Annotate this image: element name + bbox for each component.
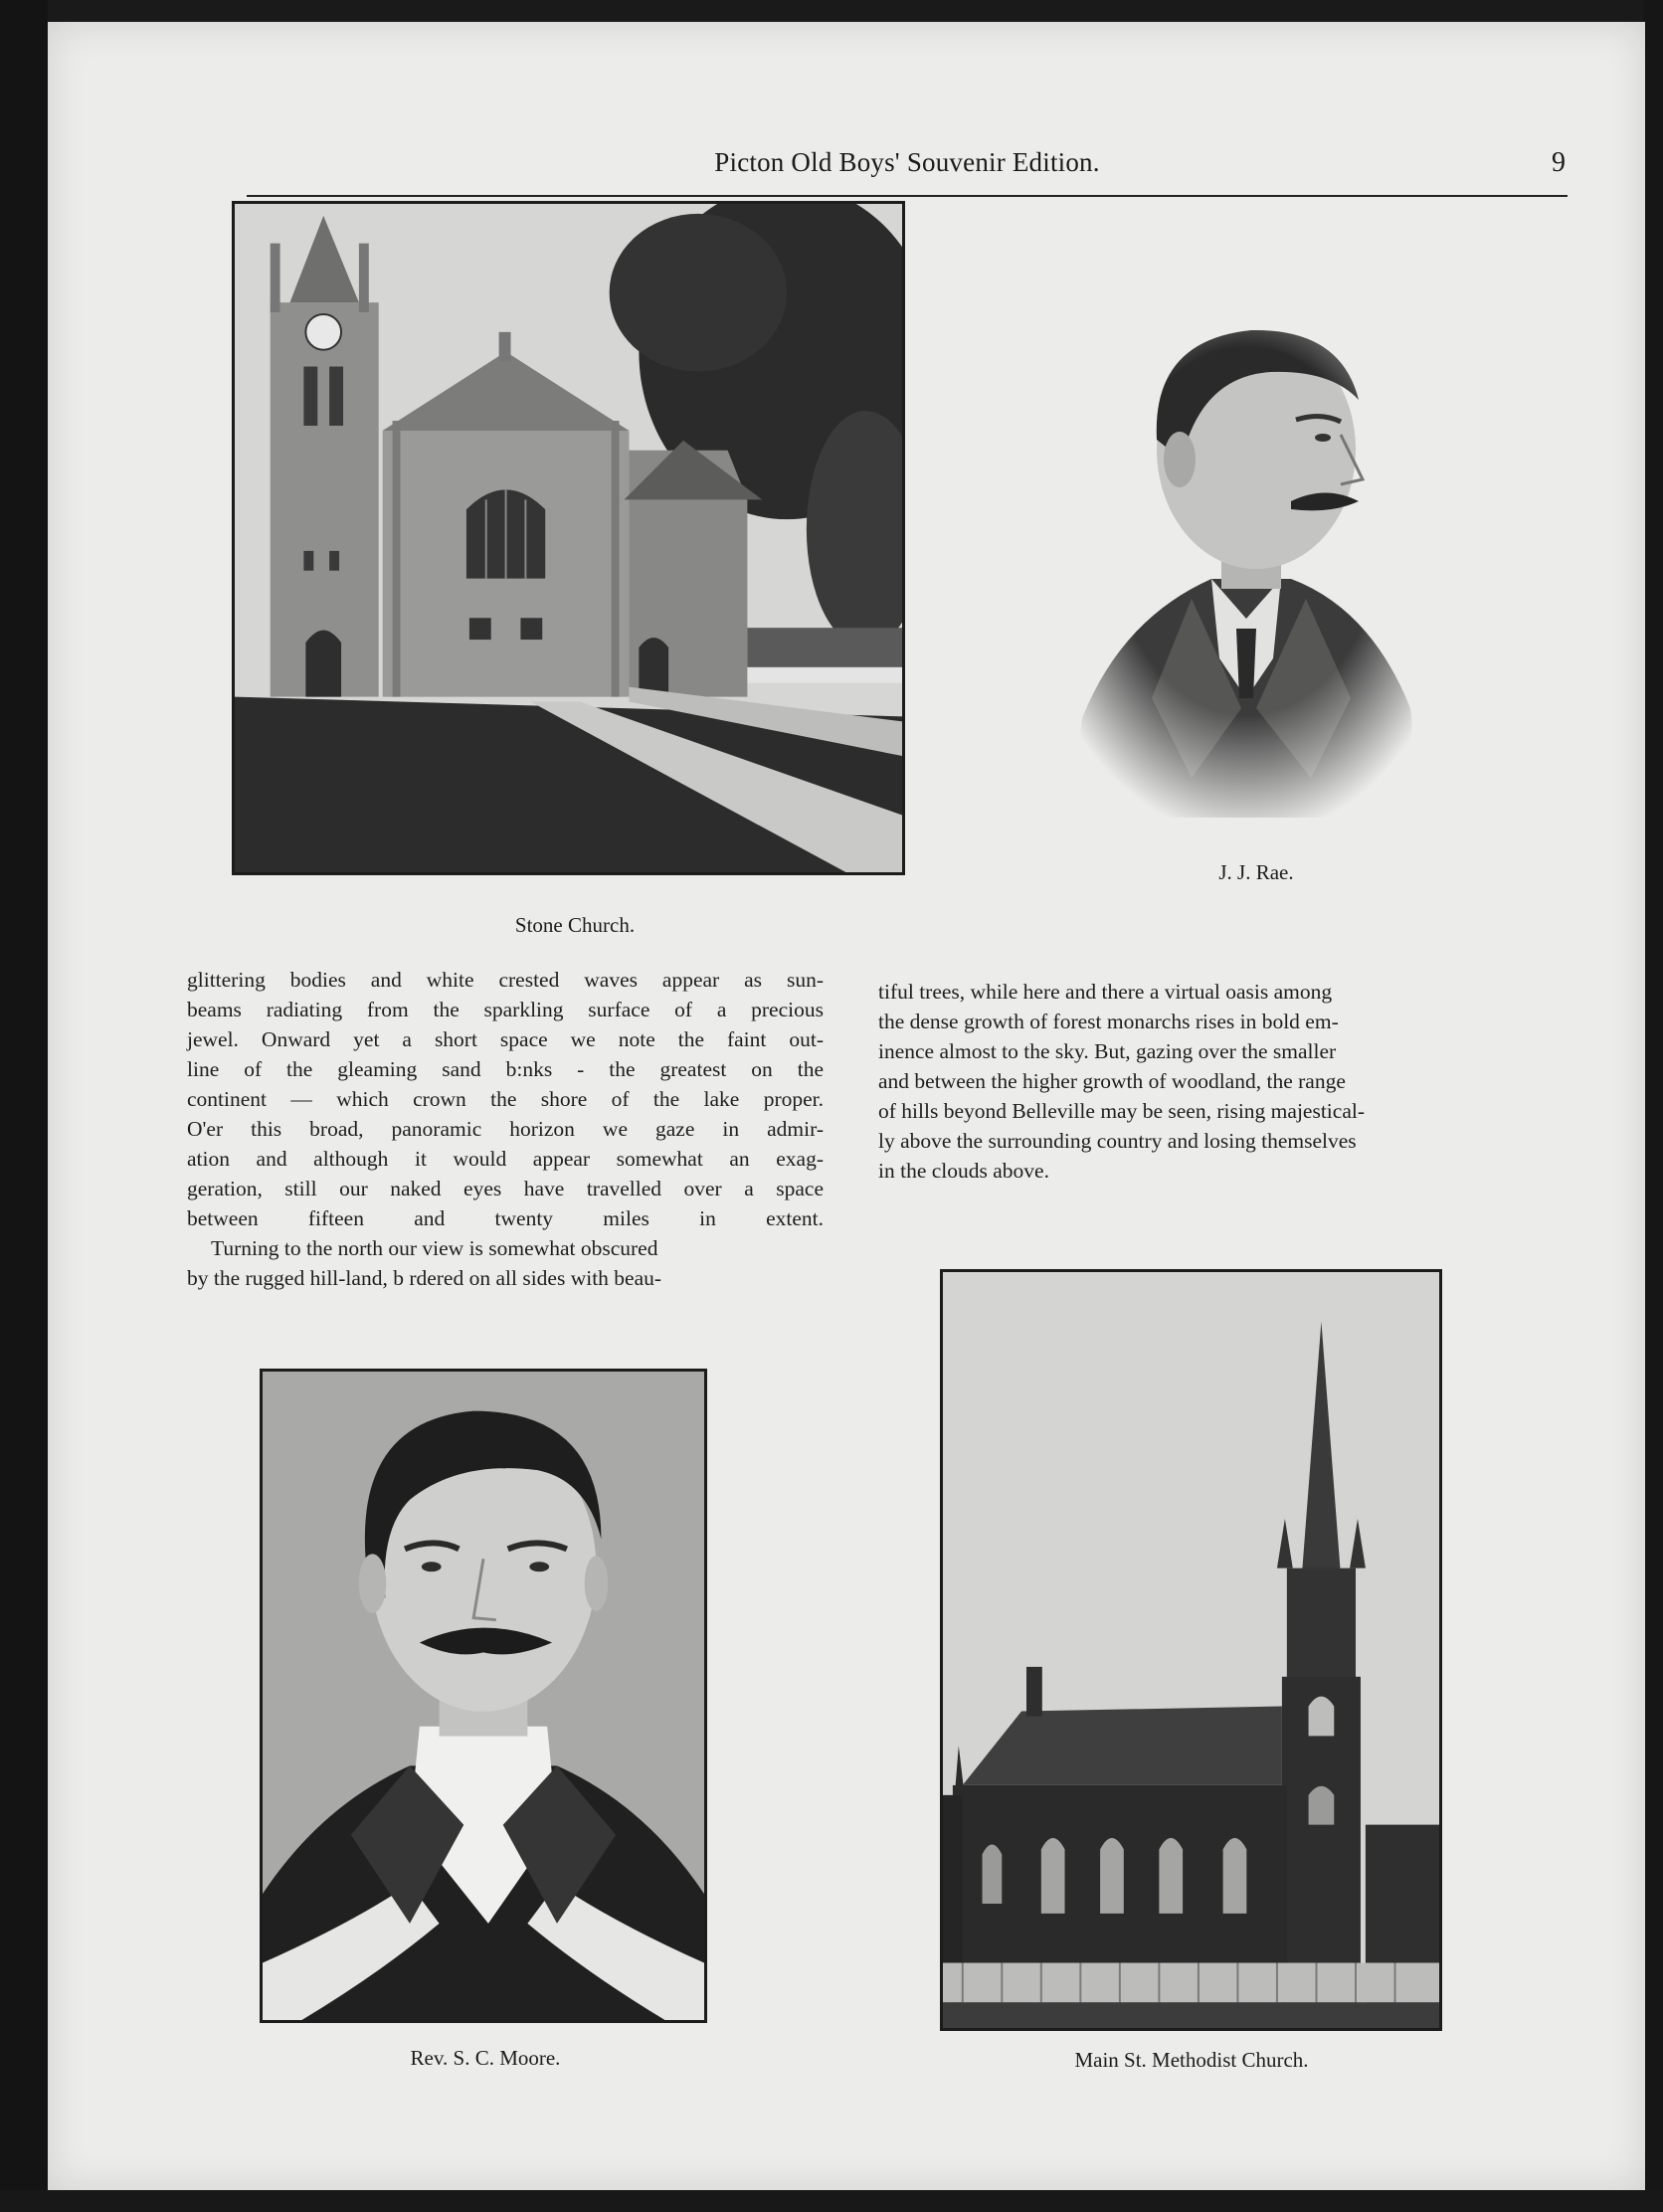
right-text-column	[878, 977, 1510, 1186]
stone-church-caption: Stone Church.	[514, 913, 636, 937]
jj-rae-portrait	[1042, 280, 1450, 837]
jj-rae-caption: J. J. Rae.	[1218, 860, 1294, 884]
methodist-church-caption: Main St. Methodist Church.	[1074, 2048, 1309, 2072]
left-paragraph-2: Turning to the north our view is somewhat obscured by the rugged hill-land, b rdered on all sides with beau-	[187, 1236, 662, 1290]
stone-church-photo	[232, 201, 905, 875]
document-page	[48, 22, 1645, 2190]
left-text-column	[187, 965, 824, 1293]
rev-moore-illustration	[263, 1372, 704, 2020]
jj-rae-illustration	[1042, 280, 1450, 837]
left-paragraph-1: glittering bodies and white crested waves appear as sun- beams radiating from the sparkling surface of a precious jewel. Onward yet a short space we note the faint out- line of the gleaming sand b:nks - the greatest on the continent — which crown the shore of the lake proper. O'er this broad, panoramic horizon we gaze in admir- ation and although it would appear somewhat an exag- geration, still our naked eyes have travelled over a space between fifteen and twenty miles in extent.	[187, 968, 824, 1230]
running-title: Picton Old Boys' Souvenir Edition.	[714, 147, 1100, 177]
rev-moore-caption: Rev. S. C. Moore.	[410, 2046, 561, 2070]
page-number: 9	[1552, 147, 1566, 178]
scan-border-left	[0, 0, 48, 2212]
methodist-church-photo	[940, 1269, 1442, 2031]
right-paragraph: tiful trees, while here and there a virtual oasis among the dense growth of forest monarchs rises in bold em- inence almost to the sky. But, gazing over the smaller and between the higher growth of woodland, the range of hills beyond Belleville may be seen, rising majestical- ly above the surrounding country and losing themselves in the clouds above.	[878, 980, 1365, 1183]
methodist-church-illustration	[943, 1272, 1439, 2028]
scan-border-right	[1643, 0, 1663, 2212]
stone-church-illustration	[235, 204, 902, 872]
rev-moore-photo	[260, 1369, 707, 2023]
scan-border-bottom	[0, 2190, 1663, 2212]
running-header	[247, 131, 1568, 197]
